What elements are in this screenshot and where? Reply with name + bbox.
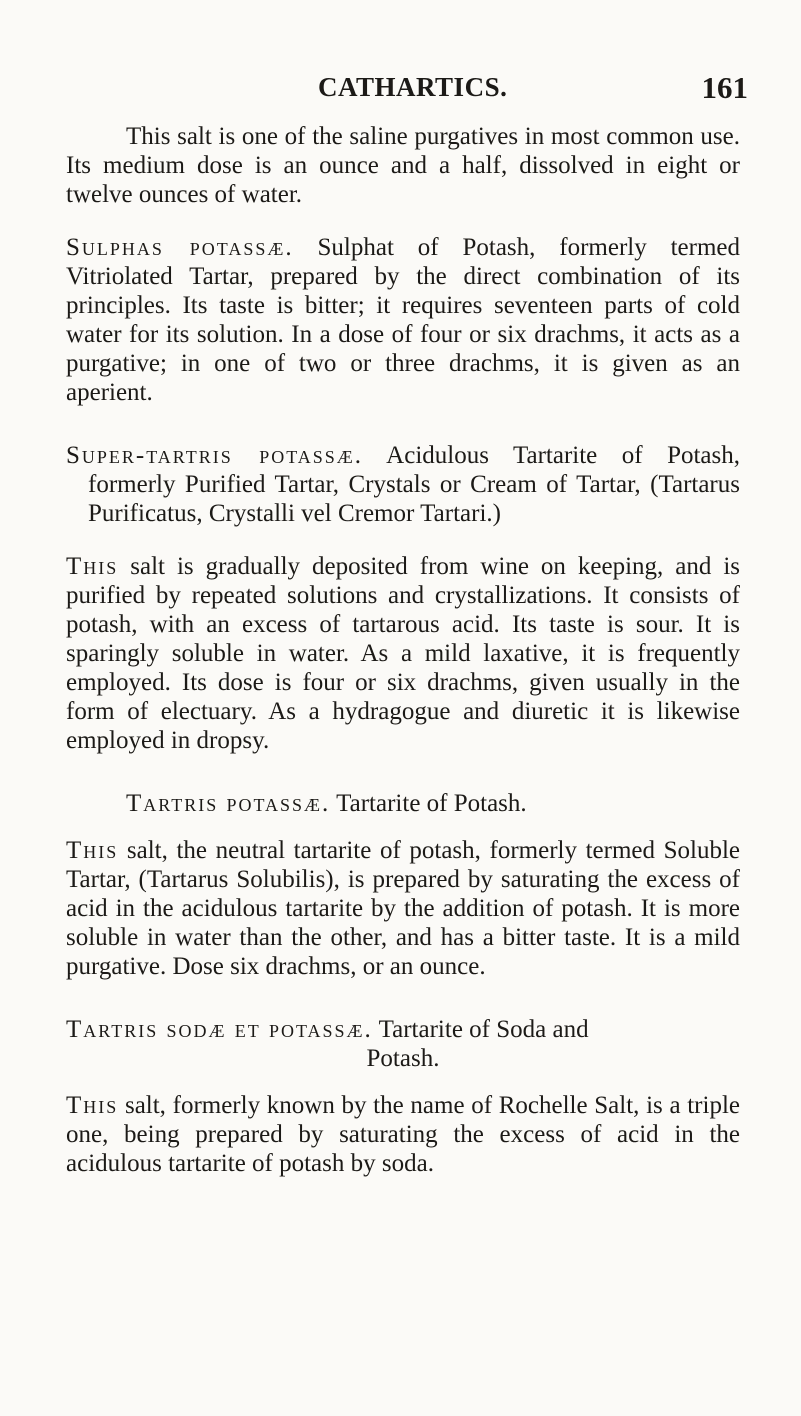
lead-word: This (66, 837, 119, 864)
paragraph-text: This salt is one of the saline purgatives in most common use. Its medium dose is an ounce and a half, dissolved in eight or twelve ounces of water. (66, 123, 740, 208)
paragraph-text: Tartarite of Potash. (336, 790, 527, 817)
paragraph-sulphas-potassae (66, 233, 740, 407)
paragraph-text: salt, formerly known by the name of Rochelle Salt, is a triple one, being prepared by saturating the excess of acid in the acidulous tartarite of potash by soda. (66, 1092, 740, 1177)
paragraph-super-tartris-potassae (66, 441, 740, 528)
paragraph-text: salt, the neutral tartarite of potash, formerly termed Soluble Tartar, (Tartarus Solubilis), is prepared by saturating the excess of acid in the acidulous tartarite by the addition of potash. It is more soluble in water than the other, and has a bitter taste. It is a mild purgative. Dose six drachms, or an ounce. (66, 837, 740, 980)
paragraph-text: Sulphat of Potash, formerly termed Vitriolated Tartar, prepared by the direct combination of its principles. Its taste is bitter; it requires seventeen parts of cold water for its solution. In a dose of four or six drachms, it acts as a purgative; in one of two or three drachms, it is given as an aperient. (66, 234, 741, 406)
running-head (318, 72, 748, 112)
entry-heading: Tartris potassæ. (126, 790, 331, 817)
entry-heading: Sulphas potassæ. (66, 234, 294, 261)
lead-word: This (66, 553, 119, 580)
heading-continuation: Potash. (366, 1045, 440, 1072)
paragraph-rochelle-salt (66, 1091, 740, 1178)
paragraph-saline-purgatives (66, 122, 740, 209)
paragraph-text: Tartarite of Soda and (378, 1016, 589, 1043)
lead-word: This (66, 1092, 119, 1119)
entry-heading: Tartris sodæ et potassæ. (66, 1016, 373, 1043)
entry-heading: Super-tartris potassæ. (66, 442, 364, 469)
paragraph-acidulous-tartarite (66, 552, 740, 755)
running-title: CATHARTICS. (318, 72, 508, 102)
paragraph-tartris-sodae-et-potassae (66, 1015, 740, 1073)
page-number: 161 (701, 70, 748, 105)
body-text (66, 122, 740, 1178)
paragraph-neutral-tartarite (66, 836, 740, 981)
paragraph-text: salt is gradually deposited from wine on keeping, and is purified by repeated solutions and crystallizations. It consists of potash, with an excess of tartarous acid. Its taste is sour. It is sparingly soluble in water. As a mild laxative, it is frequently employed. Its dose is four or six drachms, given usually in the form of electuary. As a hydragogue and diuretic it is likewise employed in dropsy. (66, 553, 741, 754)
paragraph-text: Acidulous Tartarite of Potash, formerly Purified Tartar, Crystals or Cream of Tartar, (Tartarus Purificatus, Crystalli vel Cremor Tartari.) (88, 442, 741, 527)
paragraph-tartris-potassae (66, 789, 740, 818)
